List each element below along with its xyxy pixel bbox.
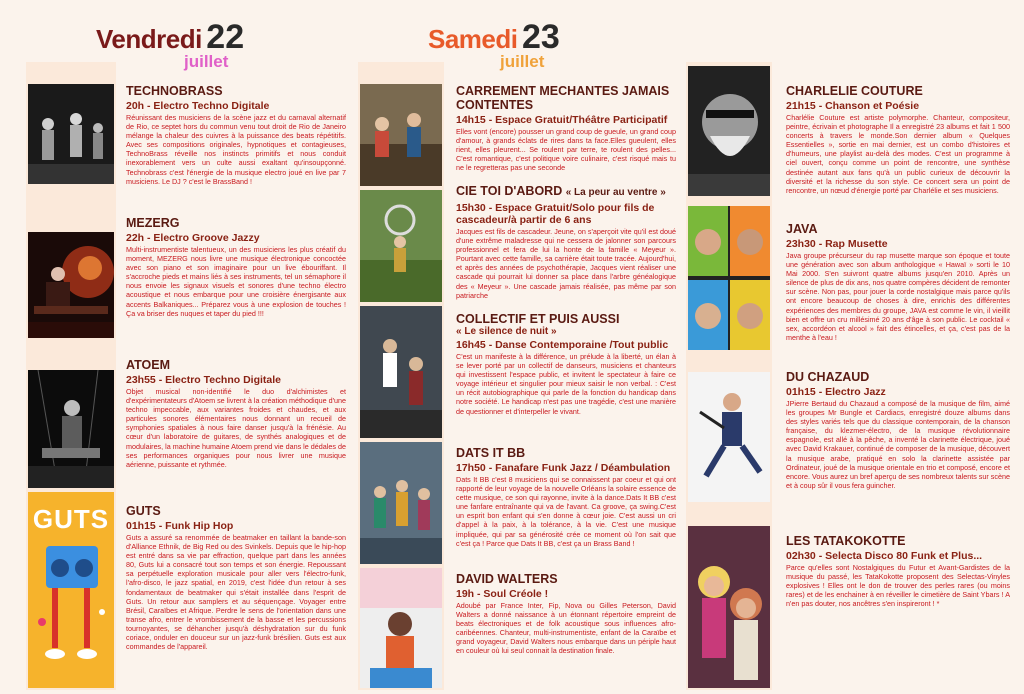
act-time: 19h - Soul Créole ! — [456, 588, 549, 600]
act-description: Guts a assuré sa renommée de beatmaker en taillant la bande-son d'Alliance Ethnik, de Big Red ou des Svinkels. Depuis que le hip-hop est entré dans sa vie par effraction, quelque part dans les années 80, Guts lui a consacré tout son temps et son énergie. Repoussant sa perpétuelle exploration musicale pour aller vers l'électro-funk, l'afro-disco, le jazz spatial, en 2019, c'est l'idée d'un retour à ses fondamentaux de beatmaker qui s'était installée dans l'esprit de Guts. Un retour aux samplers et au séquençage. Voyager entre Brésil, Caraïbes et Afrique. Perdre le sens de l'orientation dans une transe afro, entrer le vrombissement de la basse et les percussions tournoyantes, se déhancher jusqu'à déshydratation sur du funk coriace, onduler en douceur sur un jazz-funk brésilien. Guts est aux commandes de l'appareil. — [126, 533, 346, 652]
friday-heading — [96, 18, 245, 71]
dats-it-bb-photo — [360, 442, 442, 564]
act-time: 01h15 - Funk Hip Hop — [126, 520, 234, 532]
act-time: 21h15 - Chanson et Poésie — [786, 100, 920, 112]
act-name: DATS IT BB — [456, 446, 526, 460]
act-time: 16h45 - Danse Contemporaine /Tout public — [456, 339, 669, 351]
du-chazaud-photo — [688, 372, 770, 502]
act-time: 22h - Electro Groove Jazzy — [126, 232, 260, 244]
act-name: DU CHAZAUD — [786, 370, 870, 384]
act-les-tatakokotte — [786, 534, 1010, 608]
collectif-et-puis-aussi-photo — [360, 306, 442, 438]
saturday-month: juillet — [500, 52, 545, 71]
atoem-photo — [28, 370, 114, 488]
act-dats-it-bb — [456, 446, 676, 548]
act-technobrass — [126, 84, 346, 186]
act-description: Objet musical non-identifié le duo d'alchimistes et d'expérimentateurs d'Atoem se livrent à la création méthodique d'une techno impeccable, aux variantes froides et chaudes, et aux particules sonores élémentaires nous donnant un recueil de symphonies spatiales à nous faire danser jusqu'à la frénésie. Au cœur d'un laboratoire de guitares, de synthés analogiques et de modulaires, la machine humaine Atoem prend vie dans le dédales de ses performances organiques pour nous livrer une musique aérienne, puissante et rythmée. — [126, 387, 346, 469]
david-walters-photo — [360, 568, 442, 688]
act-description: Jacques est fils de cascadeur. Jeune, on s'aperçoit vite qu'il est doué d'une extrême maladresse qui ne cessera de jalonner son parcours professionnel et fera de lui la honte de la famille « Meyeur ». Pourtant avec cette famille, sa carrière était toute tracée. Aujourd'hui, et après des années de psychothérapie, Jacques vient réaliser une cascade qui pourrait lui donner sa place dans l'arbre généalogique des « Meyeur ». Une cascade jamais réalisée, pas même par son patriarche — [456, 227, 676, 300]
saturday-day-name: Samedi — [428, 24, 518, 54]
act-name: DAVID WALTERS — [456, 572, 558, 586]
act-name: MEZERG — [126, 216, 180, 230]
act-subtitle: « La peur au ventre » — [565, 187, 666, 198]
act-charlelie-couture — [786, 84, 1010, 195]
friday-day-name: Vendredi — [96, 24, 202, 54]
carrement-mechantes-photo — [360, 84, 442, 186]
act-description: Multi-instrumentiste talentueux, un des musiciens les plus créatif du moment, MEZERG nous livre une musique électronique concoctée avec son piano et son imaginaire pour un live ébouriffant. Il s'accroche pieds et mains liés à ses instruments, tel un sémaphore il nous envoie les signaux visuels et sonores d'une techno électro acoustique et nous embarque pour une croisière énergisante aux accents Balkaniques... Préparez vous à une explosion de touches ! Ça va briser des nuques et taper du pied !!! — [126, 245, 346, 318]
act-atoem — [126, 358, 346, 469]
act-description: Dats It BB c'est 8 musiciens qui se connaissent par coeur et qui ont rapporté de leur voyage de la nouvelle Orléans la solaire essence de cette musique, ce son qui rayonne, invite à la dance.Dats It BB c'est une fanfare entraînante qui va de l'avant. Ca groove, ça swing.C'est un esprit bon enfant qui s'en donne à cœur joie. C'est aussi un cri d'appel à la paix, à la tolérance, à la vie. C'est une musique impliquée, qui par sa générosité crée ce moment où l'on sait que c'est ça ! Parce que Dats It BB, c'est ça un Brass Band ! — [456, 475, 676, 548]
act-time: 15h30 - Espace Gratuit/Solo pour fils de cascadeur/à partir de 6 ans — [456, 202, 655, 226]
saturday-day-number: 23 — [521, 18, 560, 56]
act-time: 14h15 - Espace Gratuit/Théâtre Participatif — [456, 114, 668, 126]
act-description: Réunissant des musiciens de la scène jazz et du carnaval alternatif de Rio, ce septet hors du commun venu tout droit de Rio de Janeiro mélange la chaleur des cuivres à la puissance des beats répétitifs. Avec ses compositions originales, hypnotiques et contagieuses, TechnoBrass réveille nos instincts primitifs et nous conduit inexorablement vers un culte aussi exaltant qu'insoupçonné. Technobrass c'est l'énergie de la musique electro joué en live par 7 musiciens. Le DJ ? c'est le BrassBand ! — [126, 113, 346, 186]
act-java — [786, 222, 1010, 342]
act-time: 17h50 - Fanafare Funk Jazz / Déambulation — [456, 462, 671, 474]
act-name: CHARLELIE COUTURE — [786, 84, 923, 98]
act-name: LES TATAKOKOTTE — [786, 534, 906, 548]
act-guts — [126, 504, 346, 651]
cie-toi-dabord-photo — [360, 190, 442, 302]
act-name: TECHNOBRASS — [126, 84, 223, 98]
act-name: GUTS — [126, 504, 161, 518]
friday-day-number: 22 — [206, 18, 245, 56]
act-time: 02h30 - Selecta Disco 80 Funk et Plus... — [786, 550, 983, 562]
act-name: COLLECTIF ET PUIS AUSSI — [456, 312, 620, 326]
friday-month: juillet — [184, 52, 229, 71]
act-mezerg — [126, 216, 346, 318]
act-description: Elles vont (encore) pousser un grand coup de gueule, un grand coup d'amour, à grands éclats de rires dans ta face.Elles gueulent, elles rient, elles pleurent... Se roulent par terre, te roulent des pelles... C'est romantique, c'est politique voire culinaire, c'est risqué mais tu ne le regretteras pas une seconde — [456, 127, 676, 173]
act-cie-toi-dabord — [456, 184, 676, 300]
act-description: Java groupe précurseur du rap musette marque son époque et toute une génération avec son album anthologique « Hawaï » sorti le 10 Mai 2000. S'en suivront quatre albums jusqu'en 2010. Après un silence de plus de dix ans, nos quatre compères décident de remonter sur scène. Non pas, pour jouer la corde nostalgique mais parce qu'ils ont encore beaucoup de choses à dire, enrichis des différentes expériences des membres du groupe, JAVA est comme le vin, il vieillit bien et offre un cru millésimé 20 ans d'âge à son public. Le cocktail « sex, accordéon et alcool » fait des étincelles, et ça, c'est pas de la menthe à l'eau ! — [786, 251, 1010, 342]
act-name: CIE TOI D'ABORD — [456, 184, 563, 198]
guts-poster-title: GUTS — [32, 504, 110, 534]
act-time: 23h55 - Electro Techno Digitale — [126, 374, 282, 386]
saturday-heading — [428, 18, 560, 71]
act-description: Adoubé par France Inter, Fip, Nova ou Gilles Peterson, David Walters a donné naissance à un étonnant répertoire empreint de beats électroniques et de folk acoustique sous influences afro-caribéennes. Chanteur, multi-instrumentiste, enfant de la Caraïbe et grand voyageur, David Walters nous embarque dans un périple haut en couleur où lui seul connait la destination finale. — [456, 601, 676, 656]
act-description: C'est un manifeste à la différence, un prélude à la liberté, un élan à se lever porté par un collectif de danseurs, musiciens et chanteurs qui investissent l'espace public, et invitent le spectateur à faire ce voyage intérieur et singulier pour mieux saisir le non verbal. : C'est un récit autobiographique qui parle de la fonction du handicap dans notre société. Le handicap n'est pas une tragédie, c'est une manière de questionner et d'interpeller le vivant. — [456, 352, 676, 416]
act-description: Charlélie Couture est artiste polymorphe. Chanteur, compositeur, peintre, écrivain et photographe Il a enregistré 23 albums et fait 1 500 concerts à travers le monde.Son dernier album « Quelques Essentielles », sortie en mai dernier, est un combo d'histoires et d'humeurs, une playlist au-delà des modes. C'est un programme à ciel ouvert, conçu comme un point de rencontre, une synthèse destinée autant aux fans qu'à un public curieux de découvrir la diversité et la richesse du son style. Ce concert sera un point de rencontre, un nœud d'énergie porté par Charlélie et ses musiciens. — [786, 113, 1010, 195]
act-du-chazaud — [786, 370, 1010, 490]
act-description: Parce qu'elles sont Nostalgiques du Futur et Avant-Gardistes de la musique du passé, les TataKokotte proposent des Selectas-Vinyles explosives ! Elles ont le don de trouver des perles rares (ou moins rares) et de les enchainer à en réveiller le cimetière de Saint Ybars ! A n'en pas douter, nos ancêtres s'en inspireront ! * — [786, 563, 1010, 609]
mezerg-photo — [28, 232, 114, 338]
act-time: 23h30 - Rap Musette — [786, 238, 888, 250]
technobrass-photo — [28, 84, 114, 184]
act-name: CARREMENT MECHANTES JAMAIS CONTENTES — [456, 84, 670, 112]
les-tatakokotte-photo — [688, 526, 770, 688]
act-name: JAVA — [786, 222, 818, 236]
act-carrement-mechantes — [456, 84, 676, 172]
act-time: 01h15 - Electro Jazz — [786, 386, 886, 398]
java-photo — [688, 206, 770, 350]
charlelie-couture-photo — [688, 66, 770, 196]
act-name: ATOEM — [126, 358, 170, 372]
act-show-title: « Le silence de nuit » — [456, 326, 557, 337]
act-description: JPierre Bertaud du Chazaud a composé de la musique de film, aimé les groupes Mr Bungle et Cardiacs, enregistré douze albums dans des styles variés tels que du classique contemporain, de la chanson française, du klezmer-électro, de la musique révolutionnaire espagnole, est allé à la pêche, a inventé la clarinette électrique, joué avec David Krakauer, continué de composer de la musique, découvert la musique arabe, pratiqué en solo la clarinette assistée par Ordinateur, joué de la musique orientale en trio et composé, encore et encore. Vous aurez un bref aperçu de ses nombreux talents sur scène et à coup sûr il vous fera guincher. — [786, 399, 1010, 490]
guts-poster — [28, 492, 114, 688]
act-time: 20h - Electro Techno Digitale — [126, 100, 270, 112]
act-david-walters — [456, 572, 676, 656]
act-collectif-et-puis-aussi — [456, 312, 676, 416]
